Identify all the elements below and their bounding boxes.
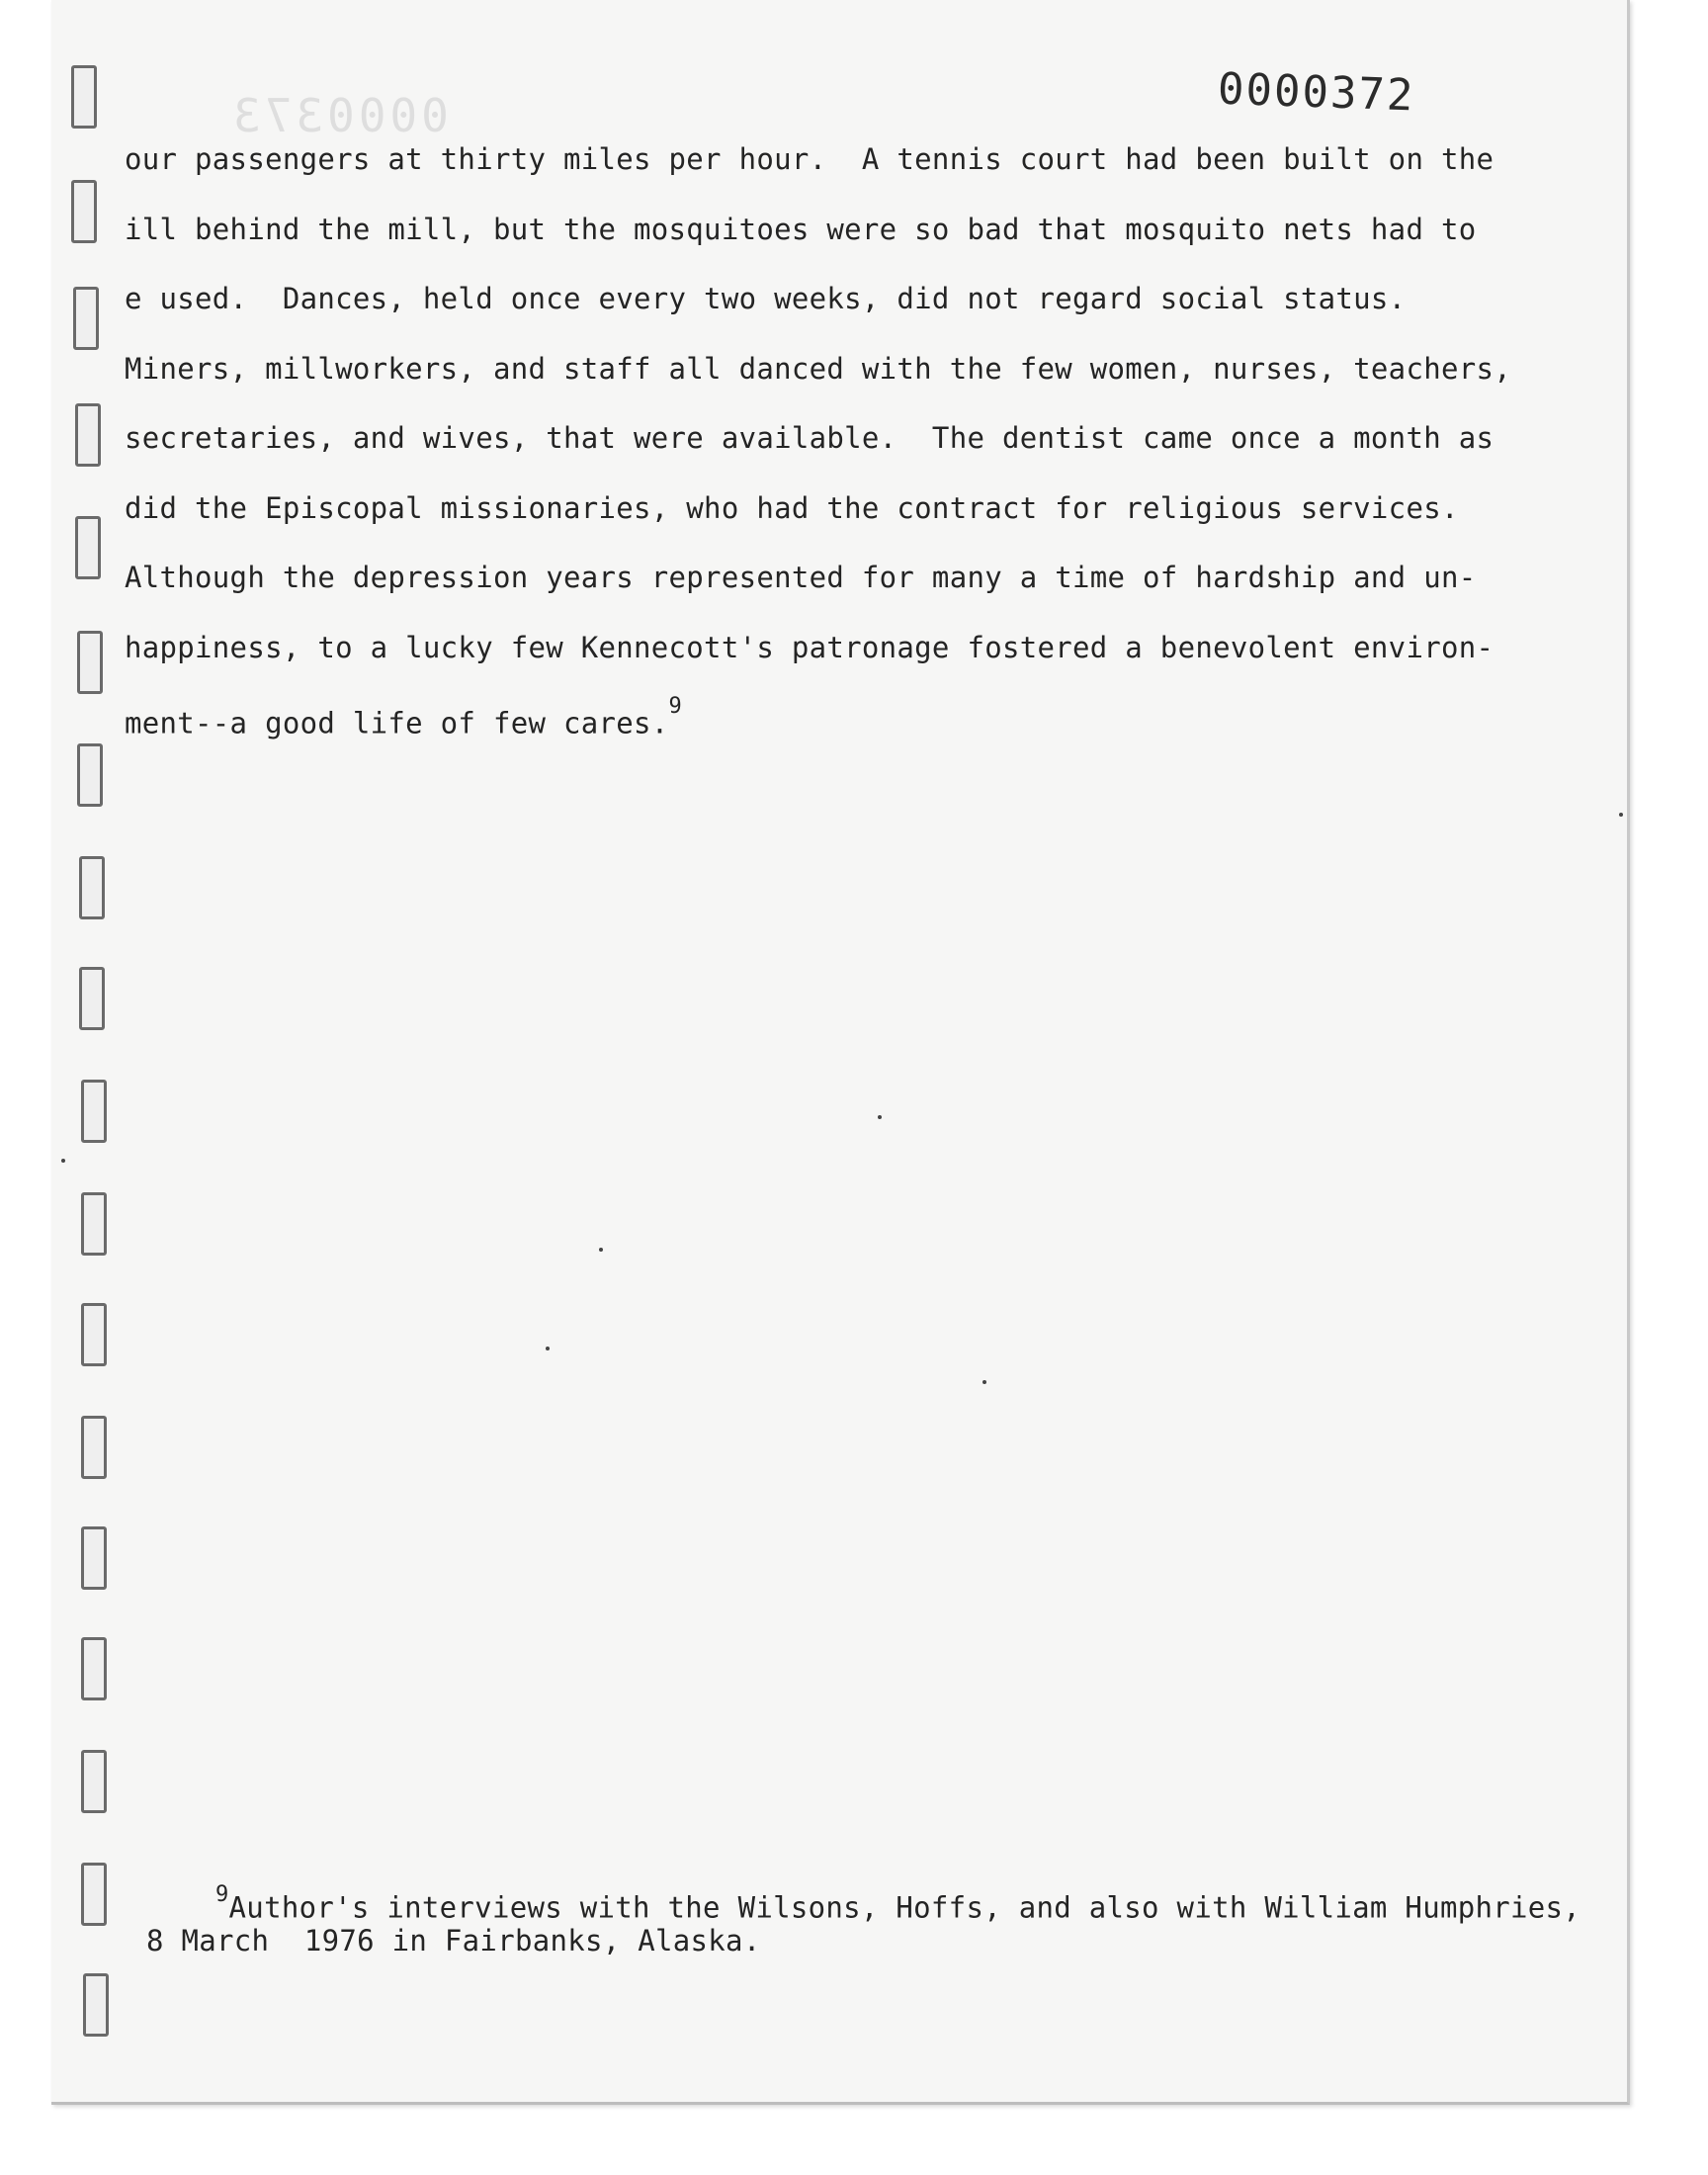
body-line: e used. Dances, held once every two weeks, did not regard social status.: [125, 282, 1407, 315]
footnote-line-1: [146, 1881, 1581, 1925]
binder-ring-icon: [75, 516, 101, 579]
binder-ring-icon: [79, 967, 105, 1030]
scan-speck: [61, 1159, 65, 1163]
body-line-last: [125, 682, 1508, 752]
binder-ring-icon: [71, 65, 97, 129]
body-line: Although the depression years represented for many a time of hardship and un-: [125, 561, 1477, 594]
footnote-marker: 9: [215, 1882, 229, 1907]
body-line: happiness, to a lucky few Kennecott's patronage fostered a benevolent environ-: [125, 630, 1494, 664]
scan-speck: [546, 1347, 550, 1350]
binder-ring-icon: [81, 1303, 107, 1366]
document-page: [51, 0, 1630, 2105]
binder-ring-icon: [81, 1750, 107, 1813]
body-line: secretaries, and wives, that were available. The dentist came once a month as: [125, 421, 1494, 455]
binder-ring-icon: [77, 743, 103, 807]
binder-ring-icon: [77, 631, 103, 694]
binder-ring-icon: [81, 1526, 107, 1590]
footnote-reference: 9: [668, 694, 683, 719]
page-stamp-number: 0000372: [1217, 63, 1416, 122]
binder-ring-icon: [71, 180, 97, 243]
body-line: ill behind the mill, but the mosquitoes were so bad that mosquito nets had to: [125, 212, 1477, 246]
binder-ring-icon: [81, 1080, 107, 1143]
scan-speck: [878, 1115, 882, 1119]
binder-ring-icon: [81, 1863, 107, 1926]
footnote-text-1: Author's interviews with the Wilsons, Hoffs, and also with William Humphries,: [228, 1890, 1581, 1925]
body-line: did the Episcopal missionaries, who had the contract for religious services.: [125, 490, 1459, 525]
binder-ring-icon: [79, 856, 105, 919]
scan-speck: [982, 1380, 986, 1384]
scan-speck: [599, 1248, 603, 1252]
binder-ring-icon: [83, 1973, 109, 2037]
bleed-through-number: 0000373: [229, 89, 449, 142]
binder-ring-icon: [73, 287, 99, 350]
binder-ring-icon: [75, 403, 101, 467]
binder-ring-icon: [81, 1416, 107, 1479]
footnote: [146, 1881, 1580, 1960]
body-text: [125, 125, 1511, 752]
binder-ring-icon: [81, 1192, 107, 1256]
binder-ring-icon: [81, 1637, 107, 1700]
footnote-line-2: 8 March 1976 in Fairbanks, Alaska.: [146, 1924, 761, 1958]
scan-speck: [1619, 813, 1623, 817]
body-line-text: ment--a good life of few cares.: [125, 706, 669, 740]
body-line: Miners, millworkers, and staff all danced with the few women, nurses, teachers,: [125, 351, 1511, 386]
body-line: our passengers at thirty miles per hour. A tennis court had been built on the: [125, 142, 1494, 176]
